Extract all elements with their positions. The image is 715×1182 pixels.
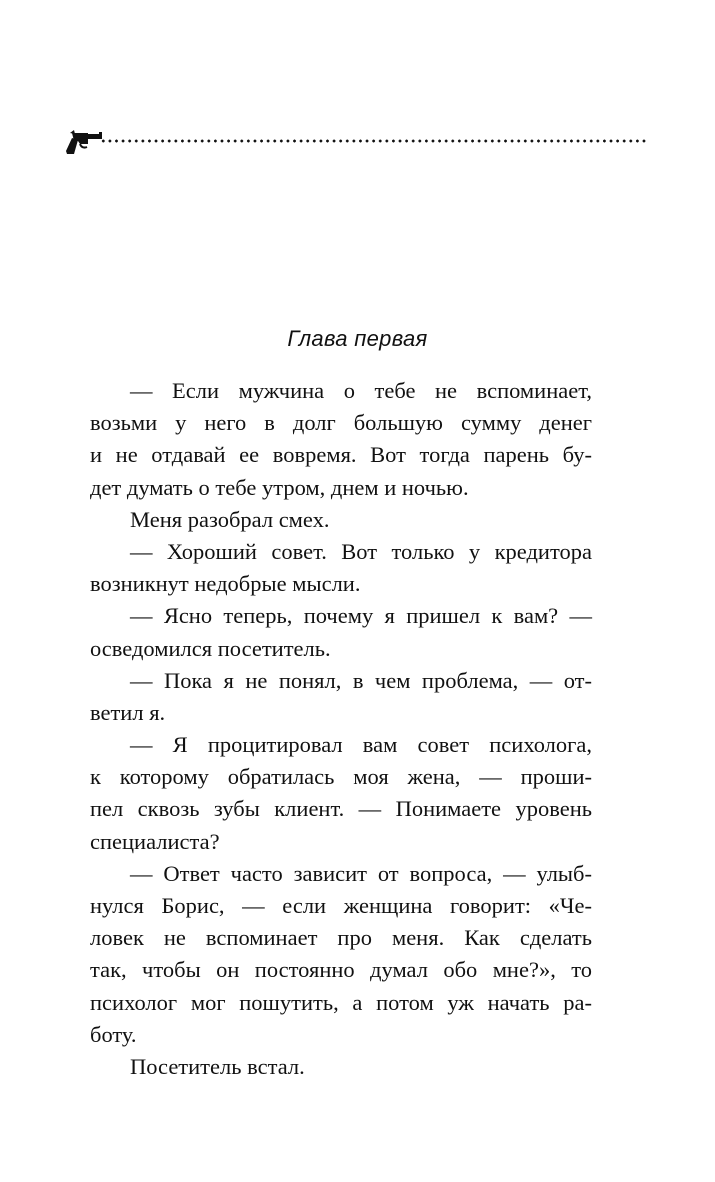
revolver-icon xyxy=(66,128,104,158)
text-line: осведомился посетитель. xyxy=(90,635,331,661)
text-line: психолог мог пошутить, а потом уж начать ра- xyxy=(90,989,592,1015)
text-line: боту. xyxy=(90,1021,137,1047)
text-line: дет думать о тебе утром, днем и ночью. xyxy=(90,474,469,500)
text-line: специалиста? xyxy=(90,828,220,854)
chapter-title: Глава первая xyxy=(287,326,428,351)
text-line: возникнут недобрые мысли. xyxy=(90,571,361,597)
text-line: нулся Борис, — если женщина говорит: «Че- xyxy=(90,893,592,918)
text-line: ветил я. xyxy=(90,699,166,725)
text-line: — Пока я не понял, в чем проблема, — от- xyxy=(130,667,592,693)
text-line: и не отдавай ее вовремя. Вот тогда парень бу- xyxy=(90,442,592,468)
text-line: Посетитель встал. xyxy=(130,1053,305,1079)
text-line: — Если мужчина о тебе не вспоминает, xyxy=(130,378,592,403)
text-line: к которому обратилась моя жена, — проши- xyxy=(90,764,592,790)
text-line: — Ответ часто зависит от вопроса, — улыб- xyxy=(130,860,592,886)
text-line: — Хороший совет. Вот только у кредитора xyxy=(130,538,592,564)
header-ornament xyxy=(66,128,596,160)
text-line: — Я процитировал вам совет психолога, xyxy=(130,732,592,758)
text-line: ловек не вспоминает про меня. Как сделать xyxy=(90,925,592,951)
dotted-rule xyxy=(100,139,646,143)
text-line: возьми у него в долг большую сумму денег xyxy=(90,410,592,436)
text-line: так, чтобы он постоянно думал обо мне?», то xyxy=(90,957,592,983)
text-line: Меня разобрал смех. xyxy=(130,506,330,532)
text-line: — Ясно теперь, почему я пришел к вам? — xyxy=(130,603,592,629)
body-text xyxy=(90,375,592,1083)
text-line: пел сквозь зубы клиент. — Понимаете уровень xyxy=(90,796,592,822)
